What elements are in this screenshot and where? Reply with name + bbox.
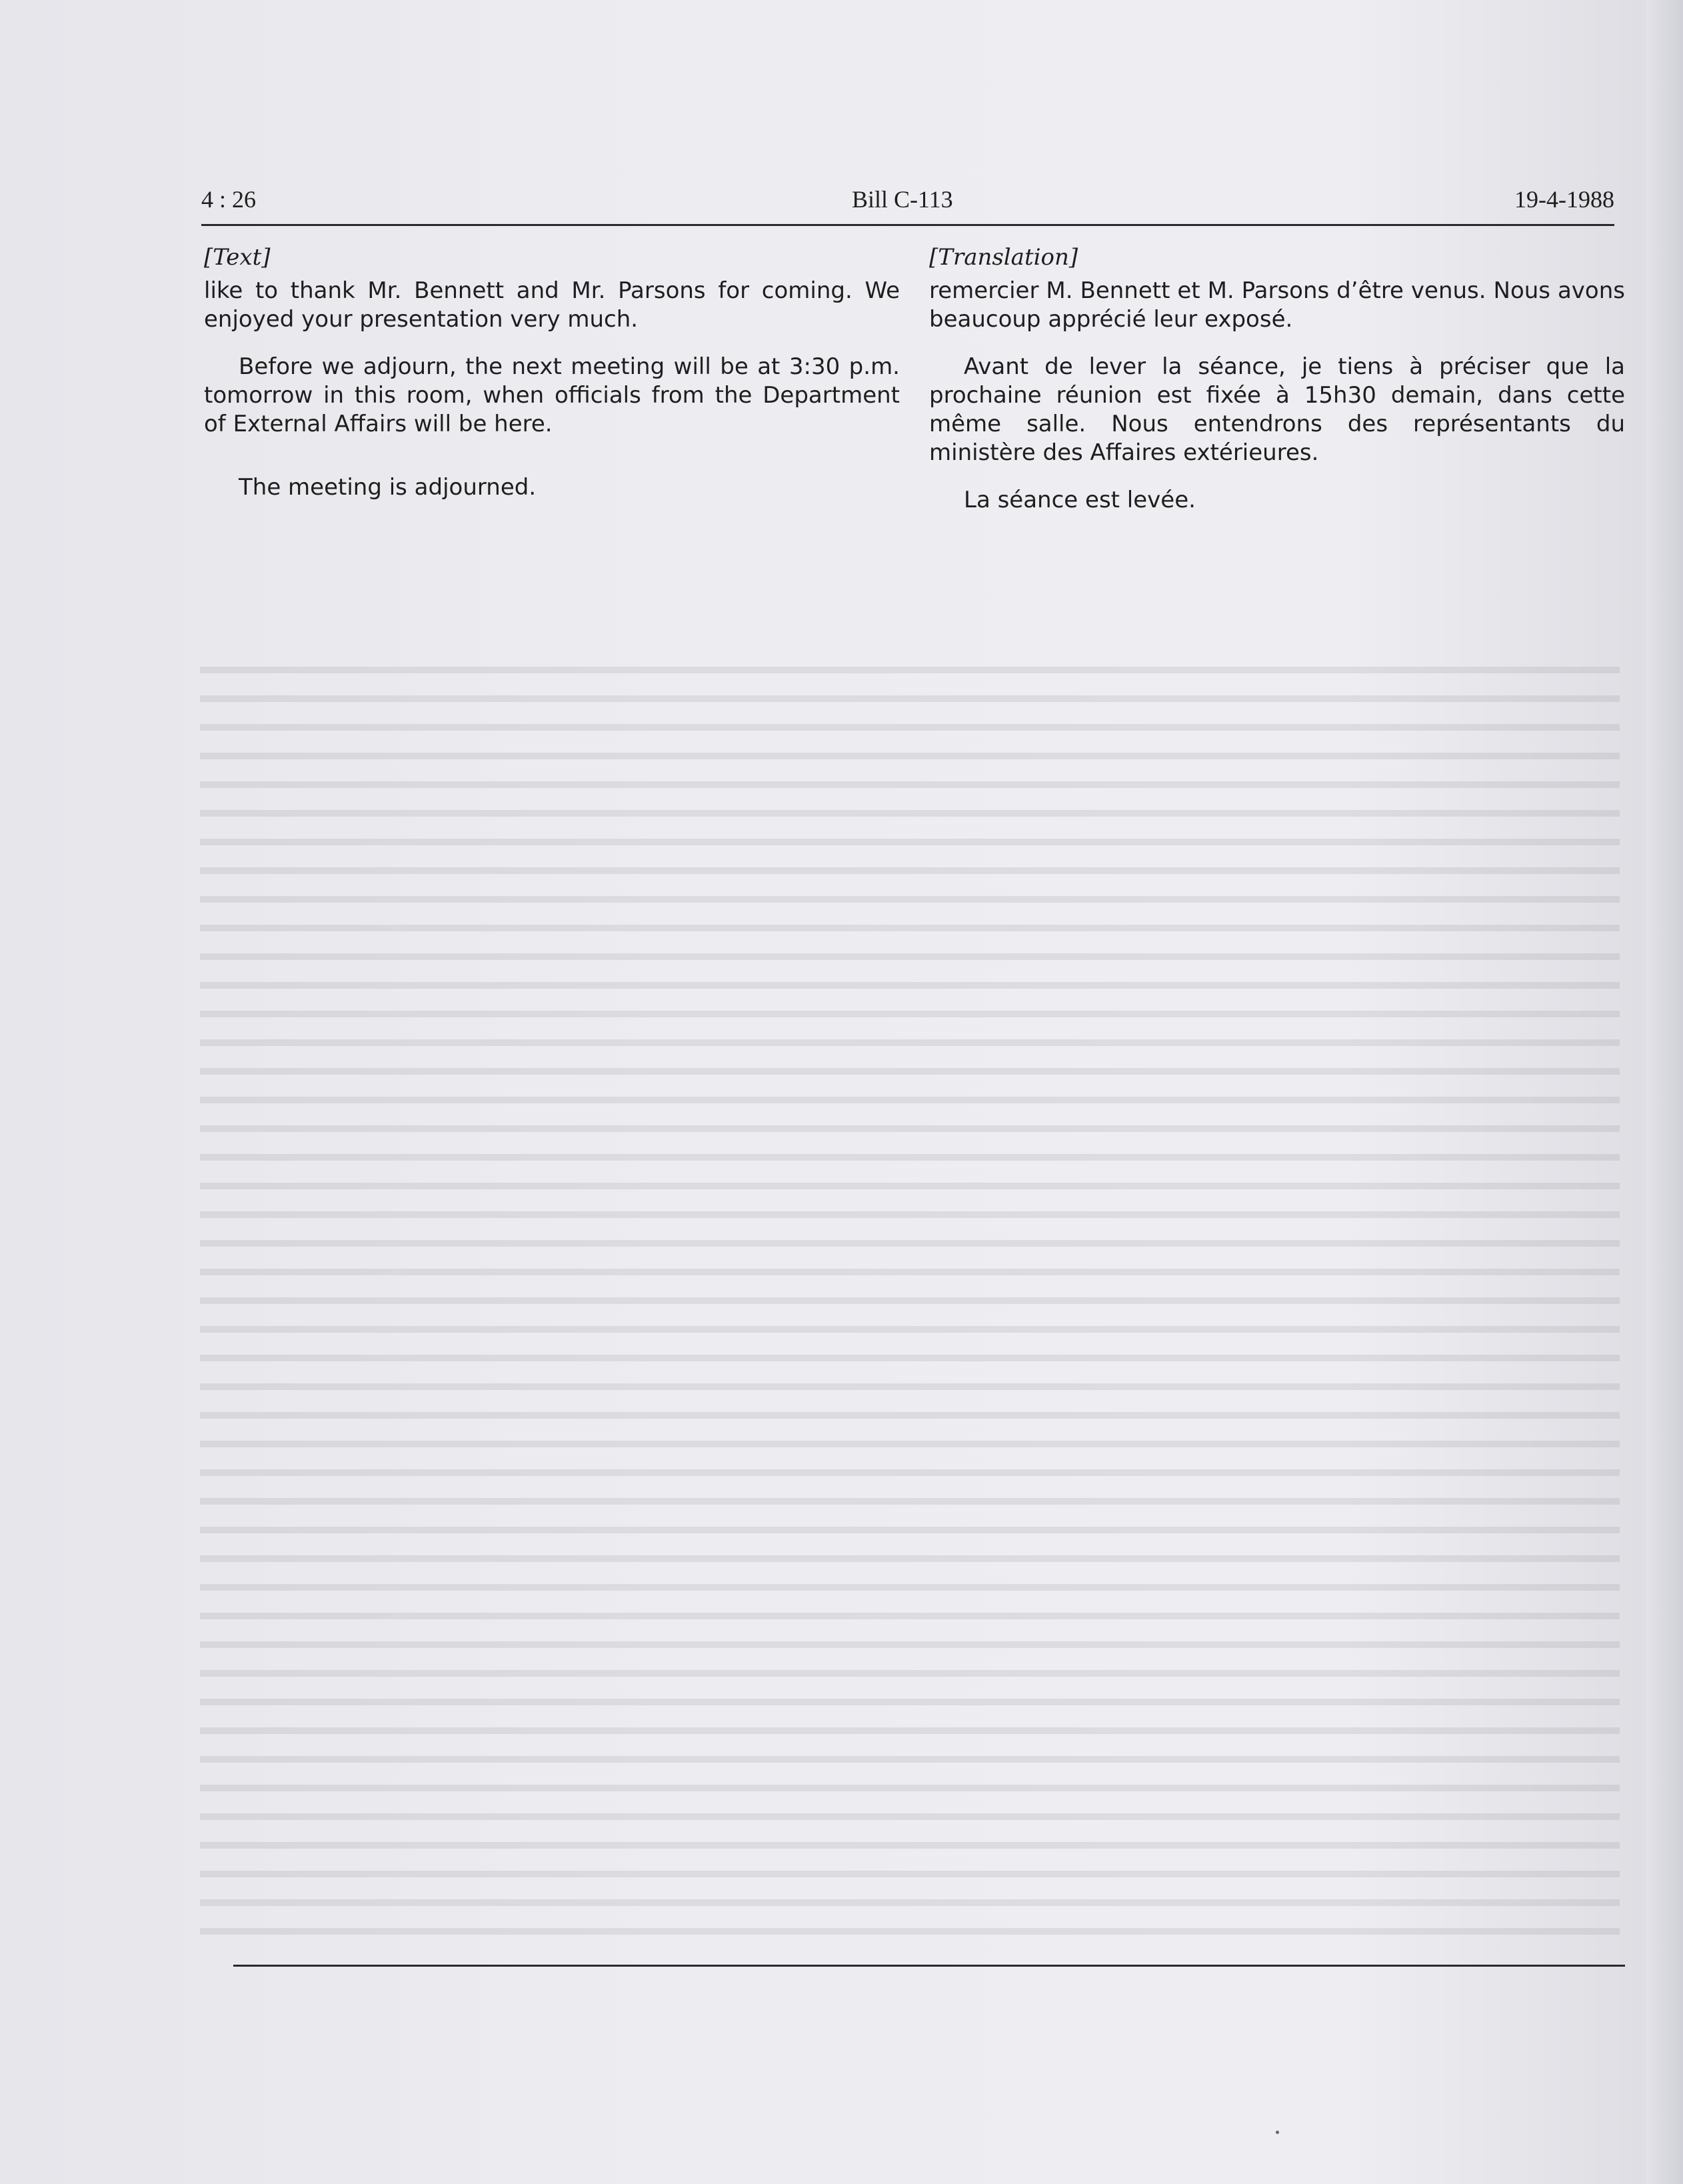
paragraph-seance-levee: La séance est levée. [964, 487, 1196, 513]
page-edge-shadow [1646, 0, 1683, 2184]
french-column [929, 243, 1625, 533]
footer-rule [233, 1965, 1625, 1967]
paragraph-next-meeting: Before we adjourn, the next meeting will be at 3:30 p.m. tomorrow in this room, when officials from the Department of External Affairs will be here. [204, 353, 900, 437]
paragraph-prochaine-reunion: Avant de lever la séance, je tiens à préciser que la prochaine réunion est fixée à 15h30 demain, dans cette même salle. Nous entendrons des représentants du ministère des Affaires extérieures. [929, 353, 1625, 466]
page-header [201, 185, 1614, 225]
header-rule [201, 224, 1614, 226]
page-number: 4 : 26 [201, 186, 257, 213]
paragraph-adjourned: The meeting is adjourned. [239, 474, 537, 501]
paper-speck [1276, 2131, 1279, 2134]
english-column [204, 243, 900, 521]
header-date: 19-4-1988 [1514, 186, 1614, 213]
bill-title: Bill C-113 [852, 186, 953, 213]
paragraph-remerciements: remercier M. Bennett et M. Parsons d’être venus. Nous avons beaucoup apprécié leur exposé. [929, 277, 1625, 333]
paragraph-thanks: like to thank Mr. Bennett and Mr. Parsons for coming. We enjoyed your presentation very much. [204, 277, 900, 333]
translation-tag: [Translation] [929, 244, 1078, 271]
text-tag: [Text] [204, 244, 271, 271]
